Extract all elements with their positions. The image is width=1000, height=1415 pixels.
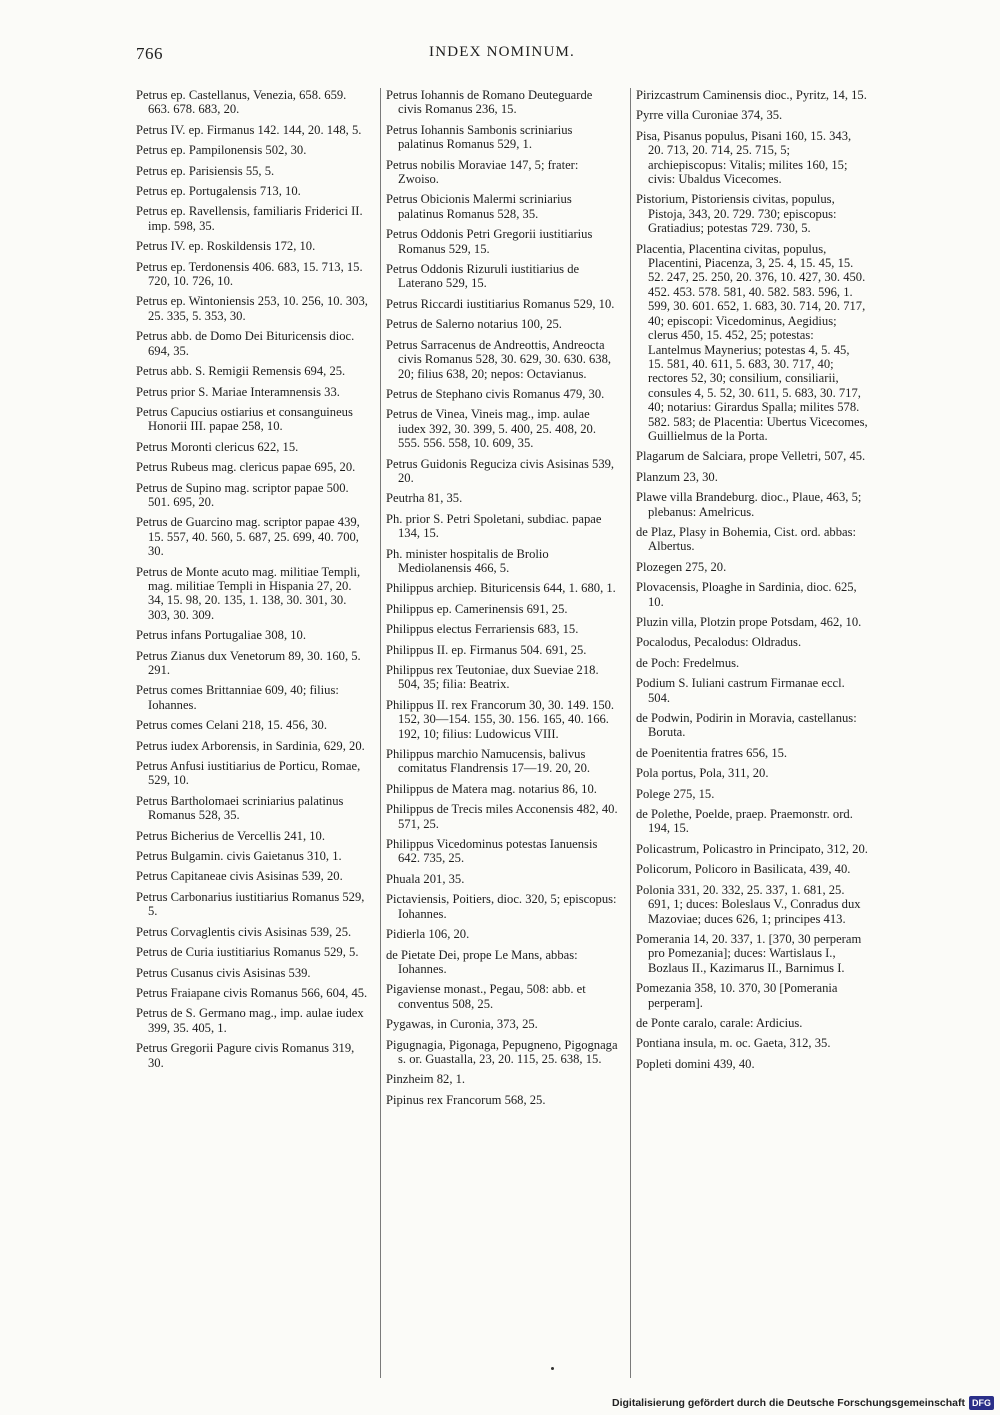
index-entry: Petrus Oddonis Rizuruli iustitiarius de Laterano 529, 15. — [386, 262, 580, 291]
index-entry: Pyrre villa Curoniae 374, 35. — [636, 108, 783, 123]
index-entry: Petrus ep. Pampilonensis 502, 30. — [136, 143, 307, 158]
index-columns — [136, 88, 868, 1378]
index-entry: Philippus archiep. Bituricensis 644, 1. 680, 1. — [386, 581, 616, 596]
index-entry: Petrus abb. de Domo Dei Bituricensis dioc. 694, 35. — [136, 329, 355, 358]
index-entry: Petrus Bulgamin. civis Gaietanus 310, 1. — [136, 849, 342, 864]
index-entry: Petrus IV. ep. Roskildensis 172, 10. — [136, 239, 316, 254]
index-entry: Petrus comes Celani 218, 15. 456, 30. — [136, 718, 327, 733]
index-entry: Petrus Zianus dux Venetorum 89, 30. 160, 5. 291. — [136, 648, 361, 677]
index-entry: Ph. prior S. Petri Spoletani, subdiac. papae 134, 15. — [386, 511, 602, 541]
index-entry: Planzum 23, 30. — [636, 469, 718, 484]
index-entry: Petrus Corvaglentis civis Asisinas 539, 25. — [136, 924, 352, 939]
index-entry: Petrus de Monte acuto mag. militiae Templi, mag. militiae Templi in Hispania 27, 20. 34, 15. 98, 20. 135, 1. 138, 30. 301, 30. 303, 30. 309. — [136, 564, 361, 622]
index-entry: Petrus Cusanus civis Asisinas 539. — [136, 965, 311, 980]
index-entry: Petrus Riccardi iustitiarius Romanus 529, 10. — [386, 296, 615, 311]
index-entry: Pistorium, Pistoriensis civitas, populus, Pistoja, 343, 20. 729. 730; episcopus: Gratiadius; potestas 729. 730, 5. — [636, 192, 837, 236]
index-entry: de Poenitentia fratres 656, 15. — [636, 745, 788, 760]
index-entry: de Podwin, Podirin in Moravia, castellanus: Boruta. — [636, 711, 857, 740]
index-entry: Pontiana insula, m. oc. Gaeta, 312, 35. — [636, 1036, 831, 1051]
index-entry: Philippus Vicedominus potestas Ianuensis 642. 735, 25. — [386, 837, 598, 866]
index-entry: Petrus IV. ep. Firmanus 142. 144, 20. 148, 5. — [136, 122, 362, 137]
index-entry: Petrus de Salerno notarius 100, 25. — [386, 317, 562, 332]
funding-note: Digitalisierung gefördert durch die Deutsche Forschungsgemeinschaft — [612, 1397, 965, 1409]
index-entry: Ph. minister hospitalis de Brolio Mediolanensis 466, 5. — [386, 546, 549, 575]
index-entry: Podium S. Iuliani castrum Firmanae eccl. 504. — [636, 676, 845, 705]
page-header — [136, 44, 868, 70]
index-column-3 — [630, 88, 868, 1378]
index-entry: Pinzheim 82, 1. — [386, 1072, 466, 1087]
index-entry: Pisa, Pisanus populus, Pisani 160, 15. 343, 20. 713, 20. 714, 25. 715, 5; archiepiscopus: Vitalis; milites 160, 15; civis: Ubaldus Vicecomes. — [636, 128, 852, 187]
index-entry: Philippus ep. Camerinensis 691, 25. — [386, 601, 568, 616]
index-entry: Polege 275, 15. — [636, 786, 715, 801]
index-entry: Petrus Oddonis Petri Gregorii iustitiarius Romanus 529, 15. — [386, 227, 593, 256]
index-entry: Pigaviense monast., Pegau, 508: abb. et conventus 508, 25. — [386, 982, 586, 1011]
index-entry: Petrus ep. Ravellensis, familiaris Friderici II. imp. 598, 35. — [136, 204, 363, 233]
index-entry: Policastrum, Policastro in Principato, 312, 20. — [636, 841, 868, 856]
index-entry: Petrus ep. Castellanus, Venezia, 658. 659. 663. 678. 683, 20. — [136, 88, 347, 117]
index-entry: Petrus Rubeus mag. clericus papae 695, 20. — [136, 460, 356, 475]
index-entry: Philippus II. rex Francorum 30, 30. 149. 150. 152, 30—154. 155, 30. 156. 165, 40. 166. 192, 10; filius: Ludowicus VIII. — [386, 697, 615, 741]
index-entry: Policorum, Policoro in Basilicata, 439, 40. — [636, 862, 851, 877]
index-entry: Petrus Obicionis Malermi scriniarius palatinus Romanus 528, 35. — [386, 192, 572, 221]
index-entry: Pocalodus, Pecalodus: Oldradus. — [636, 635, 802, 650]
index-entry: Polonia 331, 20. 332, 25. 337, 1. 681, 25. 691, 1; duces: Boleslaus V., Conradus dux Mazoviae; duces 626, 1; principes 413. — [636, 882, 861, 926]
index-entry: Petrus abb. S. Remigii Remensis 694, 25. — [136, 364, 346, 379]
index-entry: Petrus Gregorii Pagure civis Romanus 319, 30. — [136, 1041, 355, 1070]
index-entry: Petrus Capitaneae civis Asisinas 539, 20. — [136, 869, 343, 884]
index-entry: Plawe villa Brandeburg. dioc., Plaue, 463, 5; plebanus: Amelricus. — [636, 490, 862, 519]
index-entry: Pygawas, in Curonia, 373, 25. — [386, 1017, 538, 1032]
index-entry: Philippus de Matera mag. notarius 86, 10. — [386, 781, 597, 796]
dfg-logo-icon: DFG — [969, 1396, 994, 1410]
index-entry: Philippus marchio Namucensis, balivus comitatus Flandrensis 17—19. 20, 20. — [386, 747, 591, 776]
index-entry: Petrus Guidonis Reguciza civis Asisinas 539, 20. — [386, 456, 615, 485]
index-entry: Plovacensis, Ploaghe in Sardinia, dioc. 625, 10. — [636, 580, 857, 609]
index-entry: Pigugnagia, Pigonaga, Pepugneno, Pigognaga s. or. Guastalla, 23, 20. 115, 25. 638, 15. — [386, 1037, 618, 1066]
index-entry: Philippus II. ep. Firmanus 504. 691, 25. — [386, 642, 587, 657]
index-entry: Petrus Sarracenus de Andreottis, Andreocta civis Romanus 528, 30. 629, 30. 630. 638, 20; filius 638, 20; nepos: Octavianus. — [386, 337, 612, 381]
index-entry: Petrus nobilis Moraviae 147, 5; frater: Zwoiso. — [386, 157, 579, 187]
index-entry: Phuala 201, 35. — [386, 871, 465, 886]
index-entry: Petrus Anfusi iustitiarius de Porticu, Romae, 529, 10. — [136, 759, 361, 788]
index-entry: Peutrha 81, 35. — [386, 491, 463, 506]
index-entry: Petrus ep. Terdonensis 406. 683, 15. 713, 15. 720, 10. 726, 10. — [136, 259, 363, 289]
print-mark — [551, 1367, 554, 1370]
index-entry: Petrus de Guarcino mag. scriptor papae 439, 15. 557, 40. 560, 5. 687, 25. 699, 40. 700, 30. — [136, 515, 360, 559]
index-entry: Petrus Carbonarius iustitiarius Romanus 529, 5. — [136, 889, 365, 919]
page-number: 766 — [136, 44, 163, 63]
index-entry: Petrus Capucius ostiarius et consanguineus Honorii III. papae 258, 10. — [136, 404, 353, 434]
footer-bar — [612, 1395, 994, 1411]
index-entry: Petrus de Supino mag. scriptor papae 500. 501. 695, 20. — [136, 480, 349, 509]
index-entry: de Plaz, Plasy in Bohemia, Cist. ord. abbas: Albertus. — [636, 524, 857, 554]
running-title: INDEX NOMINUM. — [429, 44, 575, 60]
index-entry: Popleti domini 439, 40. — [636, 1056, 755, 1071]
index-entry: Petrus Moronti clericus 622, 15. — [136, 439, 299, 454]
index-entry: Petrus de Vinea, Vineis mag., imp. aulae iudex 392, 30. 399, 5. 400, 25. 408, 20. 555. 556. 558, 10. 609, 35. — [386, 407, 596, 451]
index-entry: Petrus Bartholomaei scriniarius palatinus Romanus 528, 35. — [136, 793, 344, 823]
index-entry: Petrus de Stephano civis Romanus 479, 30. — [386, 386, 605, 401]
index-entry: Petrus prior S. Mariae Interamnensis 33. — [136, 384, 340, 399]
index-column-2 — [380, 88, 618, 1378]
index-entry: Placentia, Placentina civitas, populus, Placentini, Piacenza, 3, 25. 4, 15. 45, 15. 52. 247, 25. 250, 20. 376, 10. 427, 30. 450. 452. 453. 578. 581, 40. 582. 583. 596, 1. 599, 30. 601. 652, 1. 683, 30. 714, 20. 717, 40; episcopi: Vicedominus, Aegidius; clerus 450, 15. 452, 25; potestas: Lantelmus Maynerius; potestas 4, 5. 45, 15. 581, 40. 611, 5. 683, 30. 717, 40; rectores 52, 30; consilium, consiliarii, consules 4, 5. 52, 30. 611, 5. 683, 30. 717, 40; notarius: Girardus Spalla; milites 578. 582. 583; de Placentia: Ubertus Vicecomes, Guillielmus de la Porta. — [636, 241, 868, 443]
index-entry: Plagarum de Salciara, prope Velletri, 507, 45. — [636, 449, 866, 464]
index-entry: de Poch: Fredelmus. — [636, 655, 740, 670]
index-entry: de Ponte caralo, carale: Ardicius. — [636, 1015, 803, 1030]
index-entry: Petrus ep. Parisiensis 55, 5. — [136, 163, 275, 178]
index-entry: Petrus comes Brittanniae 609, 40; filius: Iohannes. — [136, 683, 339, 712]
index-entry: de Polethe, Poelde, praep. Praemonstr. ord. 194, 15. — [636, 807, 853, 836]
index-entry: Petrus Iohannis de Romano Deuteguarde civis Romanus 236, 15. — [386, 88, 593, 117]
index-entry: Pola portus, Pola, 311, 20. — [636, 766, 769, 781]
index-entry: Petrus infans Portugaliae 308, 10. — [136, 628, 306, 643]
index-entry: Petrus ep. Portugalensis 713, 10. — [136, 184, 301, 199]
index-entry: de Pietate Dei, prope Le Mans, abbas: Iohannes. — [386, 947, 578, 976]
index-entry: Philippus rex Teutoniae, dux Sueviae 218. 504, 35; filia: Beatrix. — [386, 663, 599, 692]
index-entry: Petrus de S. Germano mag., imp. aulae iudex 399, 35. 405, 1. — [136, 1006, 364, 1035]
index-entry: Pomezania 358, 10. 370, 30 [Pomerania perperam]. — [636, 981, 838, 1010]
index-entry: Pomerania 14, 20. 337, 1. [370, 30 perperam pro Pomezania]; duces: Wartislaus I., Bozlaus II., Kazimarus II., Barnimus I. — [636, 931, 862, 975]
index-entry: Pluzin villa, Plotzin prope Potsdam, 462, 10. — [636, 615, 862, 629]
index-entry: Pictaviensis, Poitiers, dioc. 320, 5; episcopus: Iohannes. — [386, 892, 617, 921]
index-entry: Petrus Fraiapane civis Romanus 566, 604, 45. — [136, 985, 368, 1000]
index-entry: Petrus Bicherius de Vercellis 241, 10. — [136, 828, 325, 843]
index-entry: Philippus electus Ferrariensis 683, 15. — [386, 622, 579, 637]
index-entry: Petrus de Curia iustitiarius Romanus 529, 5. — [136, 945, 359, 960]
index-entry: Plozegen 275, 20. — [636, 559, 727, 574]
index-entry: Petrus ep. Wintoniensis 253, 10. 256, 10. 303, 25. 335, 5. 353, 30. — [136, 294, 368, 323]
index-entry: Philippus de Trecis miles Acconensis 482, 40. 571, 25. — [386, 802, 618, 831]
index-entry: Pidierla 106, 20. — [386, 927, 470, 942]
index-entry: Pirizcastrum Caminensis dioc., Pyritz, 14, 15. — [636, 88, 867, 102]
index-entry: Petrus iudex Arborensis, in Sardinia, 629, 20. — [136, 738, 365, 753]
index-column-1 — [136, 88, 368, 1378]
index-entry: Pipinus rex Francorum 568, 25. — [386, 1092, 546, 1107]
index-entry: Petrus Iohannis Sambonis scriniarius palatinus Romanus 529, 1. — [386, 122, 573, 152]
